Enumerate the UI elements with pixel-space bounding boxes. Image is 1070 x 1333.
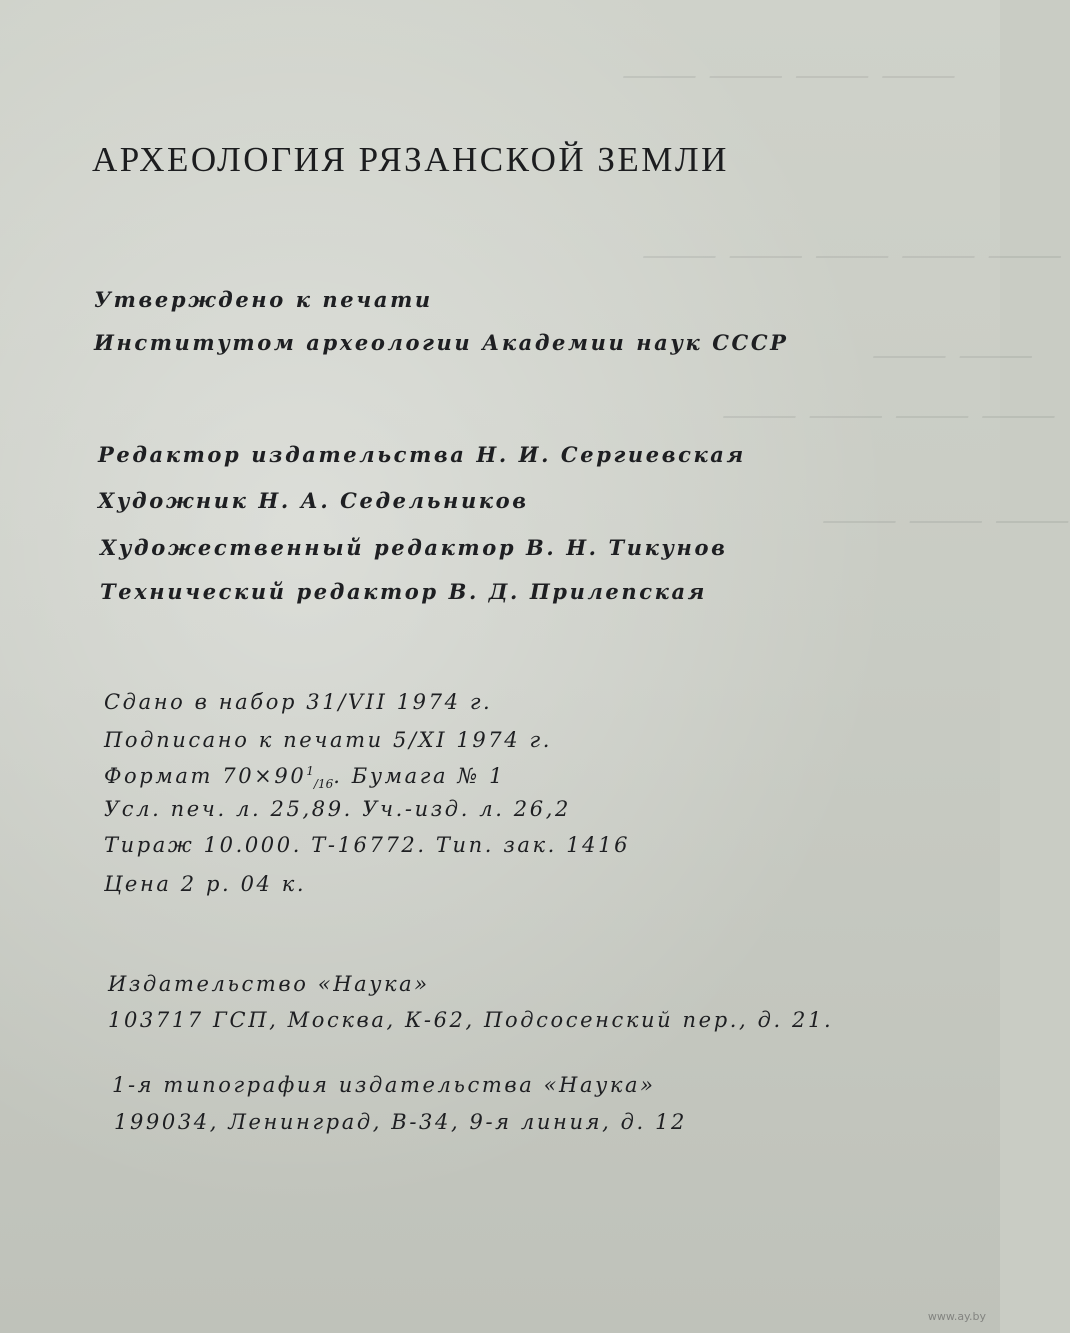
credit-tech-editor: Технический редактор В. Д. Прилепская [100, 579, 707, 604]
site-watermark: www.ay.by [927, 1310, 986, 1323]
publisher-address: 103717 ГСП, Москва, К-62, Подсосенский пер., д. 21. [108, 1008, 834, 1032]
format-line [104, 764, 505, 791]
signed-line: Подписано к печати 5/XI 1974 г. [104, 728, 552, 752]
credit-editor: Редактор издательства Н. И. Сергиевская [98, 442, 746, 467]
book-title: АРХЕОЛОГИЯ РЯЗАНСКОЙ ЗЕМЛИ [92, 140, 729, 179]
sheets-line: Усл. печ. л. 25,89. Уч.-изд. л. 26,2 [104, 797, 571, 821]
credit-artist: Художник Н. А. Седельников [98, 488, 529, 513]
approval-line-2: Институтом археологии Академии наук СССР [94, 330, 789, 355]
price-line: Цена 2 р. 04 к. [104, 872, 307, 896]
format-sub: /16 [313, 777, 334, 792]
typography-name: 1-я типография издательства «Наука» [112, 1073, 656, 1097]
format-sup: 1 [306, 764, 314, 778]
approval-line-1: Утверждено к печати [94, 287, 433, 312]
bleed-through-text: ⸻ ⸻ ⸻ ⸻ [720, 399, 1056, 432]
format-prefix: Формат 70×90 [104, 764, 307, 788]
credit-art-editor: Художественный редактор В. Н. Тикунов [100, 535, 728, 560]
bleed-through-text: ⸻ ⸻ ⸻ ⸻ ⸻ [640, 239, 1063, 272]
publisher-name: Издательство «Наука» [108, 972, 430, 996]
submitted-line: Сдано в набор 31/VII 1974 г. [104, 690, 493, 714]
bleed-through-text: ⸻ ⸻ ⸻ [820, 504, 1070, 537]
circulation-line: Тираж 10.000. Т-16772. Тип. зак. 1416 [104, 833, 631, 857]
format-suffix: . Бумага № 1 [333, 764, 506, 788]
bleed-through-text: ⸻ ⸻ [870, 339, 1034, 372]
typography-address: 199034, Ленинград, В-34, 9-я линия, д. 12 [114, 1110, 688, 1134]
bleed-through-text: ⸻ ⸻ ⸻ ⸻ [620, 59, 956, 92]
